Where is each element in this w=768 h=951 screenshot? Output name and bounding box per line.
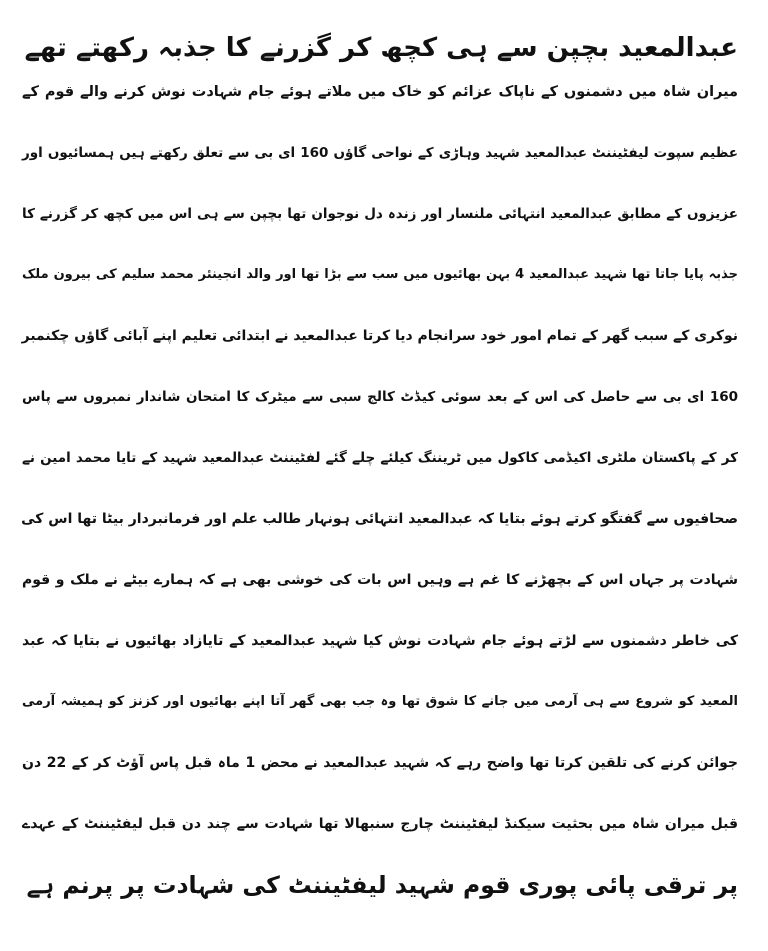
article-line: صحافیوں سے گفتگو کرتے ہوئے بتایا کہ عبدالمعید انتہائی ہونہار طالب علم اور فرمانبردار بیٹا تھا اس کی	[21, 511, 738, 527]
article-line: میران شاہ میں دشمنوں کے ناپاک عزائم کو خاک میں ملاتے ہوئے جام شہادت نوش کرنے والے قوم کے	[22, 84, 738, 100]
article-line: کر کے پاکستان ملٹری اکیڈمی کاکول میں ٹریننگ کیلئے چلے گئے لفٹیننٹ عبدالمعید شہید کے تایا محمد امین نے	[22, 450, 738, 466]
article-line: نوکری کے سبب گھر کے تمام امور خود سرانجام دیا کرتا عبدالمعید نے ابتدائی تعلیم اپنے آبائی گاؤں چکنمبر	[21, 328, 738, 344]
article-line: المعید کو شروع سے ہی آرمی میں جانے کا شوق تھا وہ جب بھی گھر آتا اپنے بھائیوں اور کزنز کو ہمیشہ آرمی	[22, 694, 738, 709]
article-line: عظیم سپوت لیفٹیننٹ عبدالمعید شہید وہاڑی کے نواحی گاؤں 160 ای بی سے تعلق رکھتے ہیں ہمسائیوں اور	[22, 145, 739, 161]
article-line: عزیزوں کے مطابق عبدالمعید انتہائی ملنسار اور زندہ دل نوجوان تھا بچپن سے ہی اس میں کچھ کر گزرنے کا	[22, 206, 738, 222]
article-line: شہادت پر جہاں اس کے بچھڑنے کا غم ہے وہیں اس بات کی خوشی بھی ہے کہ ہمارے بیٹے نے ملک و قوم	[22, 572, 738, 588]
article-line: جوائن کرنے کی تلقین کرتا تھا واضح رہے کہ شہید عبدالمعید نے محض 1 ماہ قبل پاس آؤٹ کر کے 22 دن	[22, 755, 739, 771]
article-line: جذبہ پایا جاتا تھا شہید عبدالمعید 4 بہن بھائیوں میں سب سے بڑا تھا اور والد انجینئر محمد سلیم کی بیرون ملک	[22, 267, 738, 282]
headline: عبدالمعید بچپن سے ہی کچھ کر گزرنے کا جذبہ رکھتے تھے	[24, 33, 738, 63]
article-line: پر ترقی پائی پوری قوم شہید لیفٹیننٹ کی شہادت پر پرنم ہے	[26, 871, 738, 899]
article-line: 160 ای بی سے حاصل کی اس کے بعد سوئی کیڈٹ کالج سبی سے میٹرک کا امتحان شاندار نمبروں سے پاس	[22, 389, 738, 405]
article-line: قبل میران شاہ میں بحثیت سیکنڈ لیفٹیننٹ چارج سنبھالا تھا شہادت سے چند دن قبل لیفٹیننٹ کے عہدے	[22, 816, 738, 832]
article-line: کی خاطر دشمنوں سے لڑتے ہوئے جام شہادت نوش کیا شہید عبدالمعید کے تایازاد بھائیوں نے بتایا کہ عبد	[22, 633, 738, 649]
